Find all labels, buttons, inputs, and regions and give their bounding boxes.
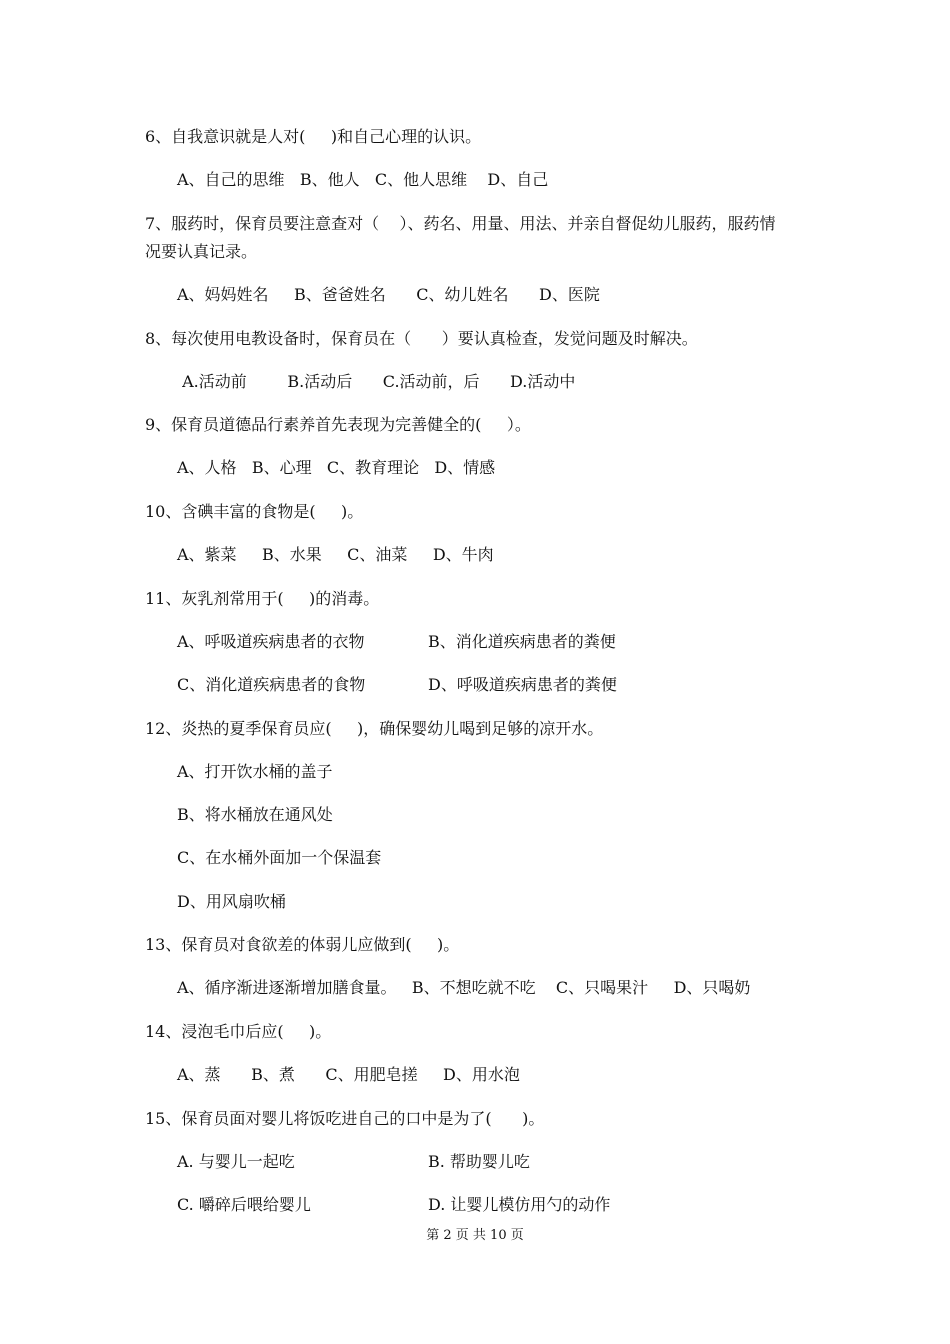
question-8-stem: 8、每次使用电教设备时，保育员在（ ）要认真检查，发觉问题及时解决。 [145,329,698,348]
question-6-options: A、自己的思维 B、他人 C、他人思维 D、自己 [177,170,549,189]
page-number-footer: 第 2 页 共 10 页 [426,1228,524,1243]
question-14-options: A、蒸 B、煮 C、用肥皂搓 D、用水泡 [177,1065,520,1084]
question-10-stem: 10、含碘丰富的食物是( )。 [145,502,364,521]
question-12-option-b: B、将水桶放在通风处 [177,805,333,824]
question-15-option-c: C. 嚼碎后喂给婴儿 [177,1195,311,1214]
question-9-stem: 9、保育员道德品行素养首先表现为完善健全的( ）。 [145,415,531,434]
question-11-option-c: C、消化道疾病患者的食物 [177,675,366,694]
question-11-option-d: D、呼吸道疾病患者的粪便 [428,675,617,694]
question-15-option-d: D. 让婴儿模仿用勺的动作 [428,1195,611,1214]
question-12-option-c: C、在水桶外面加一个保温套 [177,848,382,867]
question-12-option-a: A、打开饮水桶的盖子 [177,762,333,781]
question-12-stem: 12、炎热的夏季保育员应( )，确保婴幼儿喝到足够的凉开水。 [145,719,604,738]
question-7-stem-line1: 7、服药时，保育员要注意查对（ ）、药名、用量、用法、并亲自督促幼儿服药，服药情 [145,214,776,233]
question-12-option-d: D、用风扇吹桶 [177,892,286,911]
question-13-options: A、循序渐进逐渐增加膳食量。 B、不想吃就不吃 C、只喝果汁 D、只喝奶 [177,978,751,997]
question-15-option-b: B. 帮助婴儿吃 [428,1152,530,1171]
question-8-options: A.活动前 B.活动后 C.活动前，后 D.活动中 [177,372,576,391]
question-11-stem: 11、灰乳剂常用于( )的消毒。 [145,589,380,608]
question-11-option-b: B、消化道疾病患者的粪便 [428,632,616,651]
question-15-option-a: A. 与婴儿一起吃 [177,1152,295,1171]
question-6-stem: 6、自我意识就是人对( )和自己心理的认识。 [145,127,482,146]
question-10-options: A、紫菜 B、水果 C、油菜 D、牛肉 [177,545,494,564]
question-15-stem: 15、保育员面对婴儿将饭吃进自己的口中是为了( )。 [145,1109,545,1128]
question-7-options: A、妈妈姓名 B、爸爸姓名 C、幼儿姓名 D、医院 [177,285,600,304]
question-13-stem: 13、保育员对食欲差的体弱儿应做到( )。 [145,935,460,954]
question-9-options: A、人格 B、心理 C、教育理论 D、情感 [177,458,496,477]
question-11-option-a: A、呼吸道疾病患者的衣物 [177,632,365,651]
question-14-stem: 14、浸泡毛巾后应( )。 [145,1022,332,1041]
question-7-stem-line2: 况要认真记录。 [145,242,258,261]
